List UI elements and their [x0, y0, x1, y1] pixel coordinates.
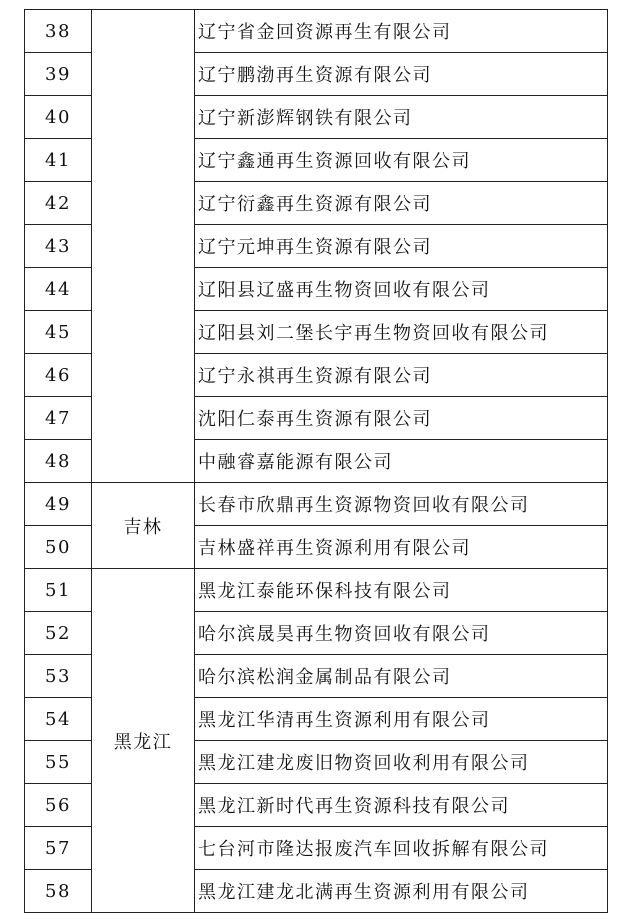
province-cell-heilongjiang: 黑龙江 — [92, 569, 195, 913]
company-name: 黑龙江建龙北满再生资源利用有限公司 — [195, 870, 608, 913]
table-row — [25, 10, 608, 53]
company-name: 辽宁衍鑫再生资源有限公司 — [195, 182, 608, 225]
row-number: 56 — [25, 784, 92, 827]
province-cell-jilin: 吉林 — [92, 483, 195, 569]
table-row — [25, 569, 608, 612]
row-number: 53 — [25, 655, 92, 698]
row-number: 43 — [25, 225, 92, 268]
row-number: 49 — [25, 483, 92, 526]
company-name: 哈尔滨晟昊再生物资回收有限公司 — [195, 612, 608, 655]
row-number: 48 — [25, 440, 92, 483]
row-number: 58 — [25, 870, 92, 913]
row-number: 44 — [25, 268, 92, 311]
company-name: 哈尔滨松润金属制品有限公司 — [195, 655, 608, 698]
row-number: 51 — [25, 569, 92, 612]
company-name: 辽阳县刘二堡长宇再生物资回收有限公司 — [195, 311, 608, 354]
row-number: 42 — [25, 182, 92, 225]
row-number: 50 — [25, 526, 92, 569]
row-number: 39 — [25, 53, 92, 96]
company-name: 吉林盛祥再生资源利用有限公司 — [195, 526, 608, 569]
company-name: 黑龙江新时代再生资源科技有限公司 — [195, 784, 608, 827]
row-number: 54 — [25, 698, 92, 741]
company-name: 七台河市隆达报废汽车回收拆解有限公司 — [195, 827, 608, 870]
row-number: 46 — [25, 354, 92, 397]
company-name: 长春市欣鼎再生资源物资回收有限公司 — [195, 483, 608, 526]
row-number: 38 — [25, 10, 92, 53]
row-number: 40 — [25, 96, 92, 139]
row-number: 57 — [25, 827, 92, 870]
company-name: 黑龙江泰能环保科技有限公司 — [195, 569, 608, 612]
row-number: 52 — [25, 612, 92, 655]
company-name: 黑龙江华清再生资源利用有限公司 — [195, 698, 608, 741]
company-name: 辽宁新澎辉钢铁有限公司 — [195, 96, 608, 139]
table-row — [25, 483, 608, 526]
row-number: 47 — [25, 397, 92, 440]
row-number: 55 — [25, 741, 92, 784]
enterprise-list-table — [24, 9, 608, 913]
company-name: 辽宁省金回资源再生有限公司 — [195, 10, 608, 53]
company-name: 黑龙江建龙废旧物资回收利用有限公司 — [195, 741, 608, 784]
row-number: 45 — [25, 311, 92, 354]
company-name: 辽宁元坤再生资源有限公司 — [195, 225, 608, 268]
province-cell-liaoning — [92, 10, 195, 483]
company-name: 辽宁鹏渤再生资源有限公司 — [195, 53, 608, 96]
company-name: 沈阳仁泰再生资源有限公司 — [195, 397, 608, 440]
company-name: 辽宁鑫通再生资源回收有限公司 — [195, 139, 608, 182]
company-name: 中融睿嘉能源有限公司 — [195, 440, 608, 483]
company-name: 辽阳县辽盛再生物资回收有限公司 — [195, 268, 608, 311]
row-number: 41 — [25, 139, 92, 182]
company-name: 辽宁永祺再生资源有限公司 — [195, 354, 608, 397]
